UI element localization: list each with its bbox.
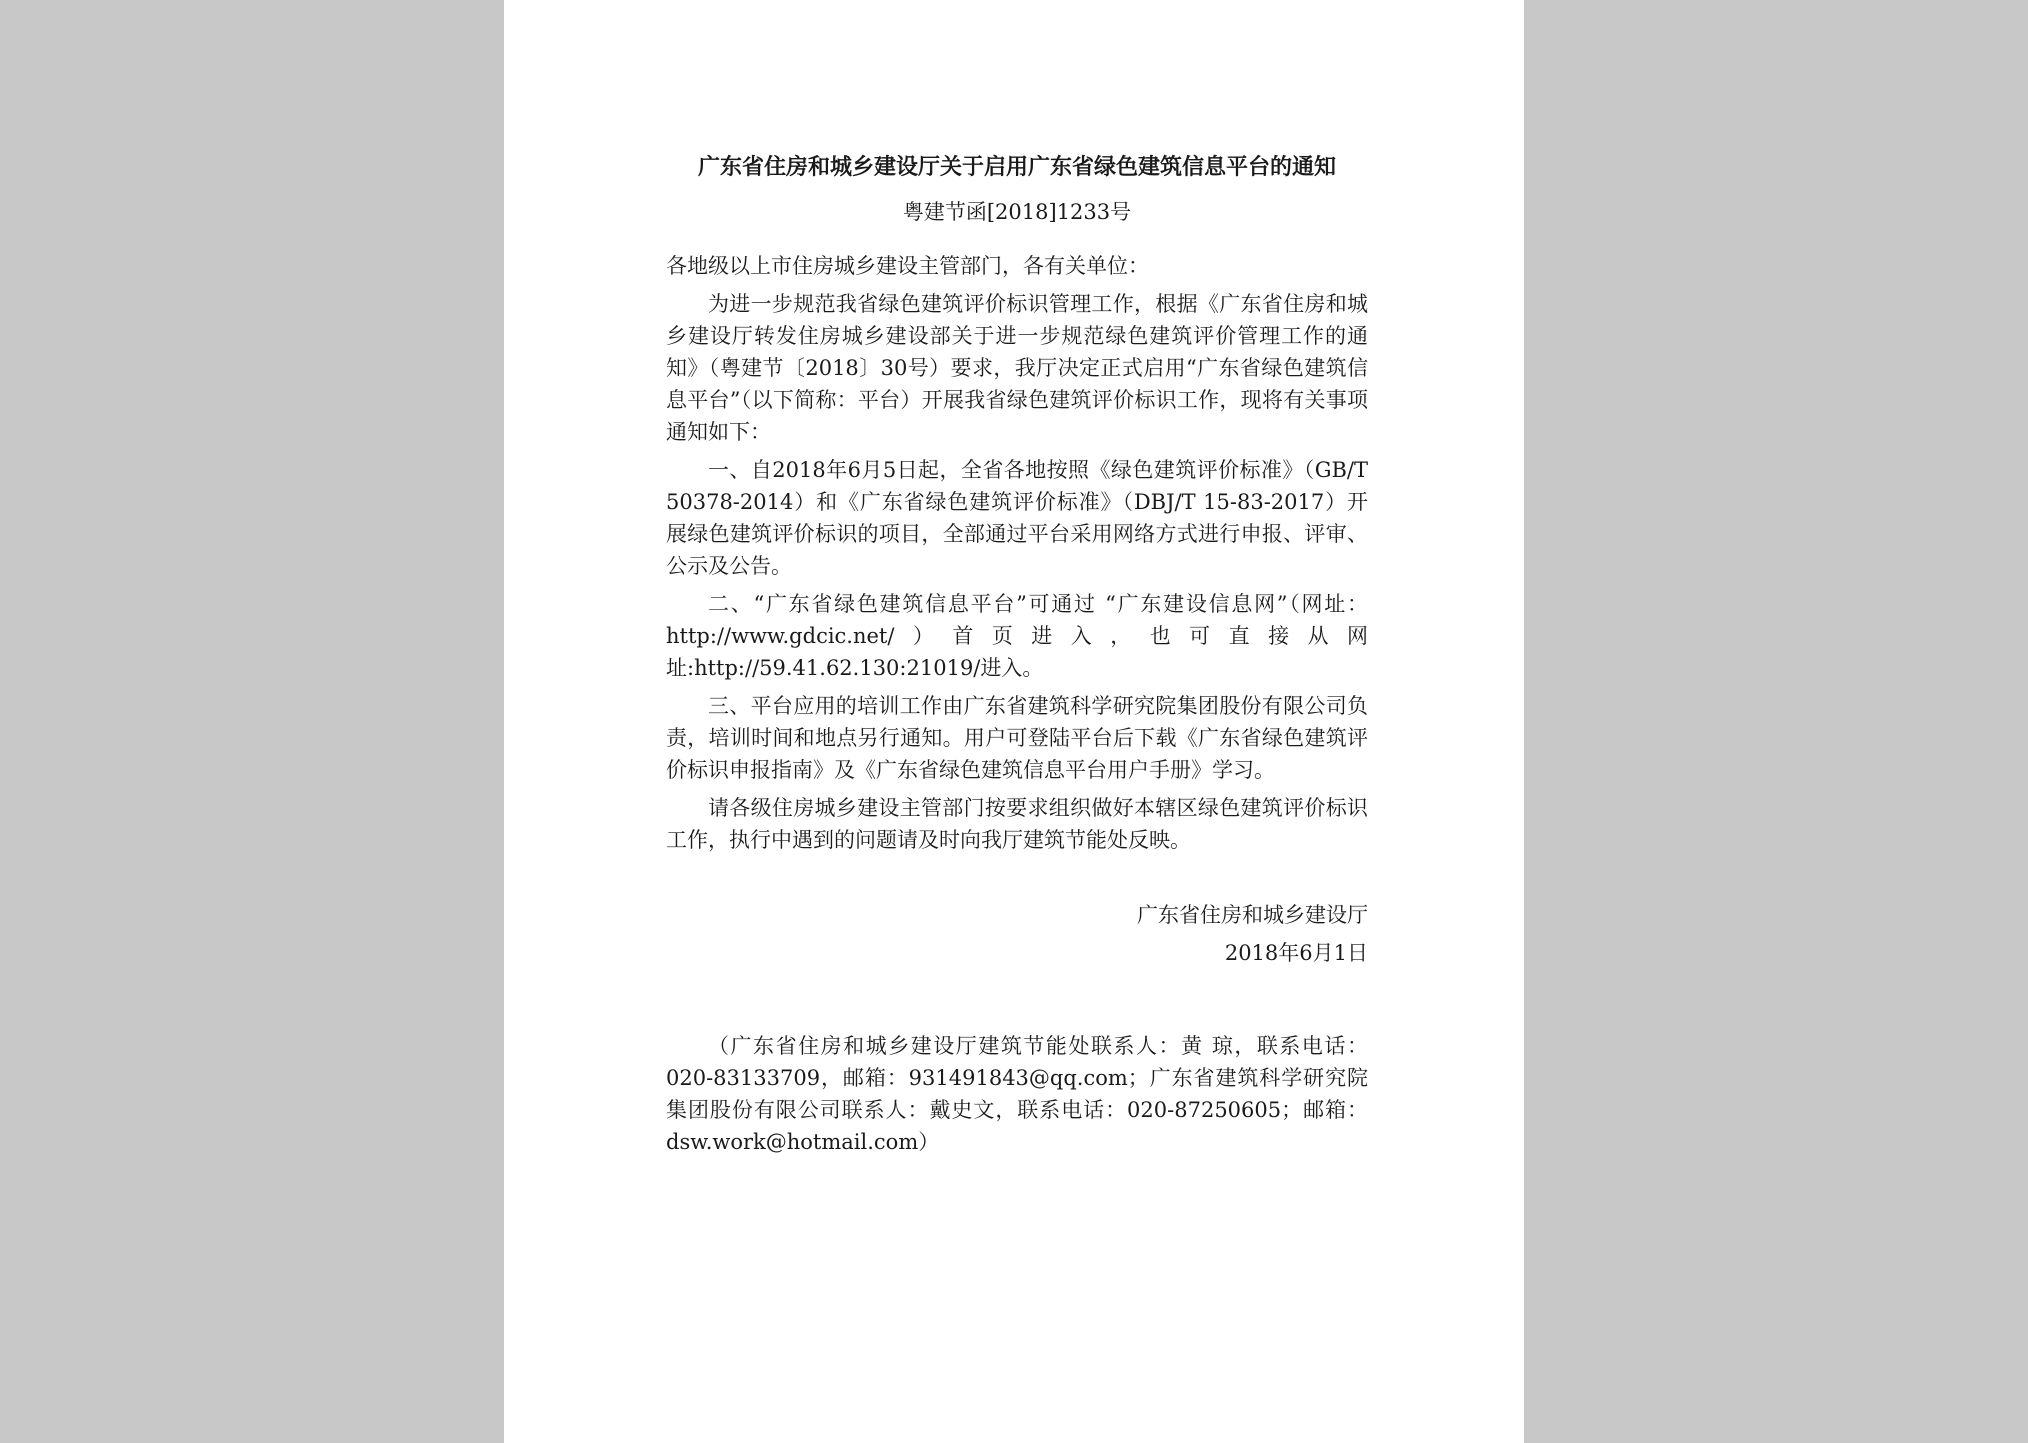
signature-block <box>666 896 1368 972</box>
paragraph-item-2: 二、“广东省绿色建筑信息平台”可通过 “广东建设信息网”（网址：http://www.gdcic.net/）首页进入，也可直接从网址:http://59.41.62.130:21019/进入。 <box>666 592 1368 680</box>
document-page <box>504 0 1524 1443</box>
salutation: 各地级以上市住房城乡建设主管部门，各有关单位： <box>666 254 1149 278</box>
document-title: 广东省住房和城乡建设厅关于启用广东省绿色建筑信息平台的通知 <box>697 155 1336 180</box>
document-number: 粤建节函[2018]1233号 <box>902 200 1132 224</box>
issuer-name: 广东省住房和城乡建设厅 <box>1137 903 1368 927</box>
paragraph-item-3: 三、平台应用的培训工作由广东省建筑科学研究院集团股份有限公司负责，培训时间和地点另行通知。用户可登陆平台后下载《广东省绿色建筑评价标识申报指南》及《广东省绿色建筑信息平台用户手册》学习。 <box>666 694 1368 782</box>
paragraph-item-1: 一、自2018年6月5日起，全省各地按照《绿色建筑评价标准》（GB/T 50378-2014）和《广东省绿色建筑评价标准》（DBJ/T 15-83-2017）开展绿色建筑评价标识的项目，全部通过平台采用网络方式进行申报、评审、公示及公告。 <box>666 458 1368 578</box>
paragraph-intro: 为进一步规范我省绿色建筑评价标识管理工作，根据《广东省住房和城乡建设厅转发住房城乡建设部关于进一步规范绿色建筑评价管理工作的通知》（粤建节〔2018〕30号）要求，我厅决定正式启用“广东省绿色建筑信息平台”（以下简称：平台）开展我省绿色建筑评价标识工作，现将有关事项通知如下： <box>666 292 1368 444</box>
paragraph-closing: 请各级住房城乡建设主管部门按要求组织做好本辖区绿色建筑评价标识工作，执行中遇到的问题请及时向我厅建筑节能处反映。 <box>666 796 1368 852</box>
issue-date: 2018年6月1日 <box>1224 941 1368 965</box>
document-body <box>666 140 1368 1179</box>
contact-info: （广东省住房和城乡建设厅建筑节能处联系人：黄 琼，联系电话：020-83133709，邮箱：931491843@qq.com；广东省建筑科学研究院集团股份有限公司联系人：戴史文，联系电话：020-87250605；邮箱：dsw.work@hotmail.com） <box>666 1034 1368 1154</box>
